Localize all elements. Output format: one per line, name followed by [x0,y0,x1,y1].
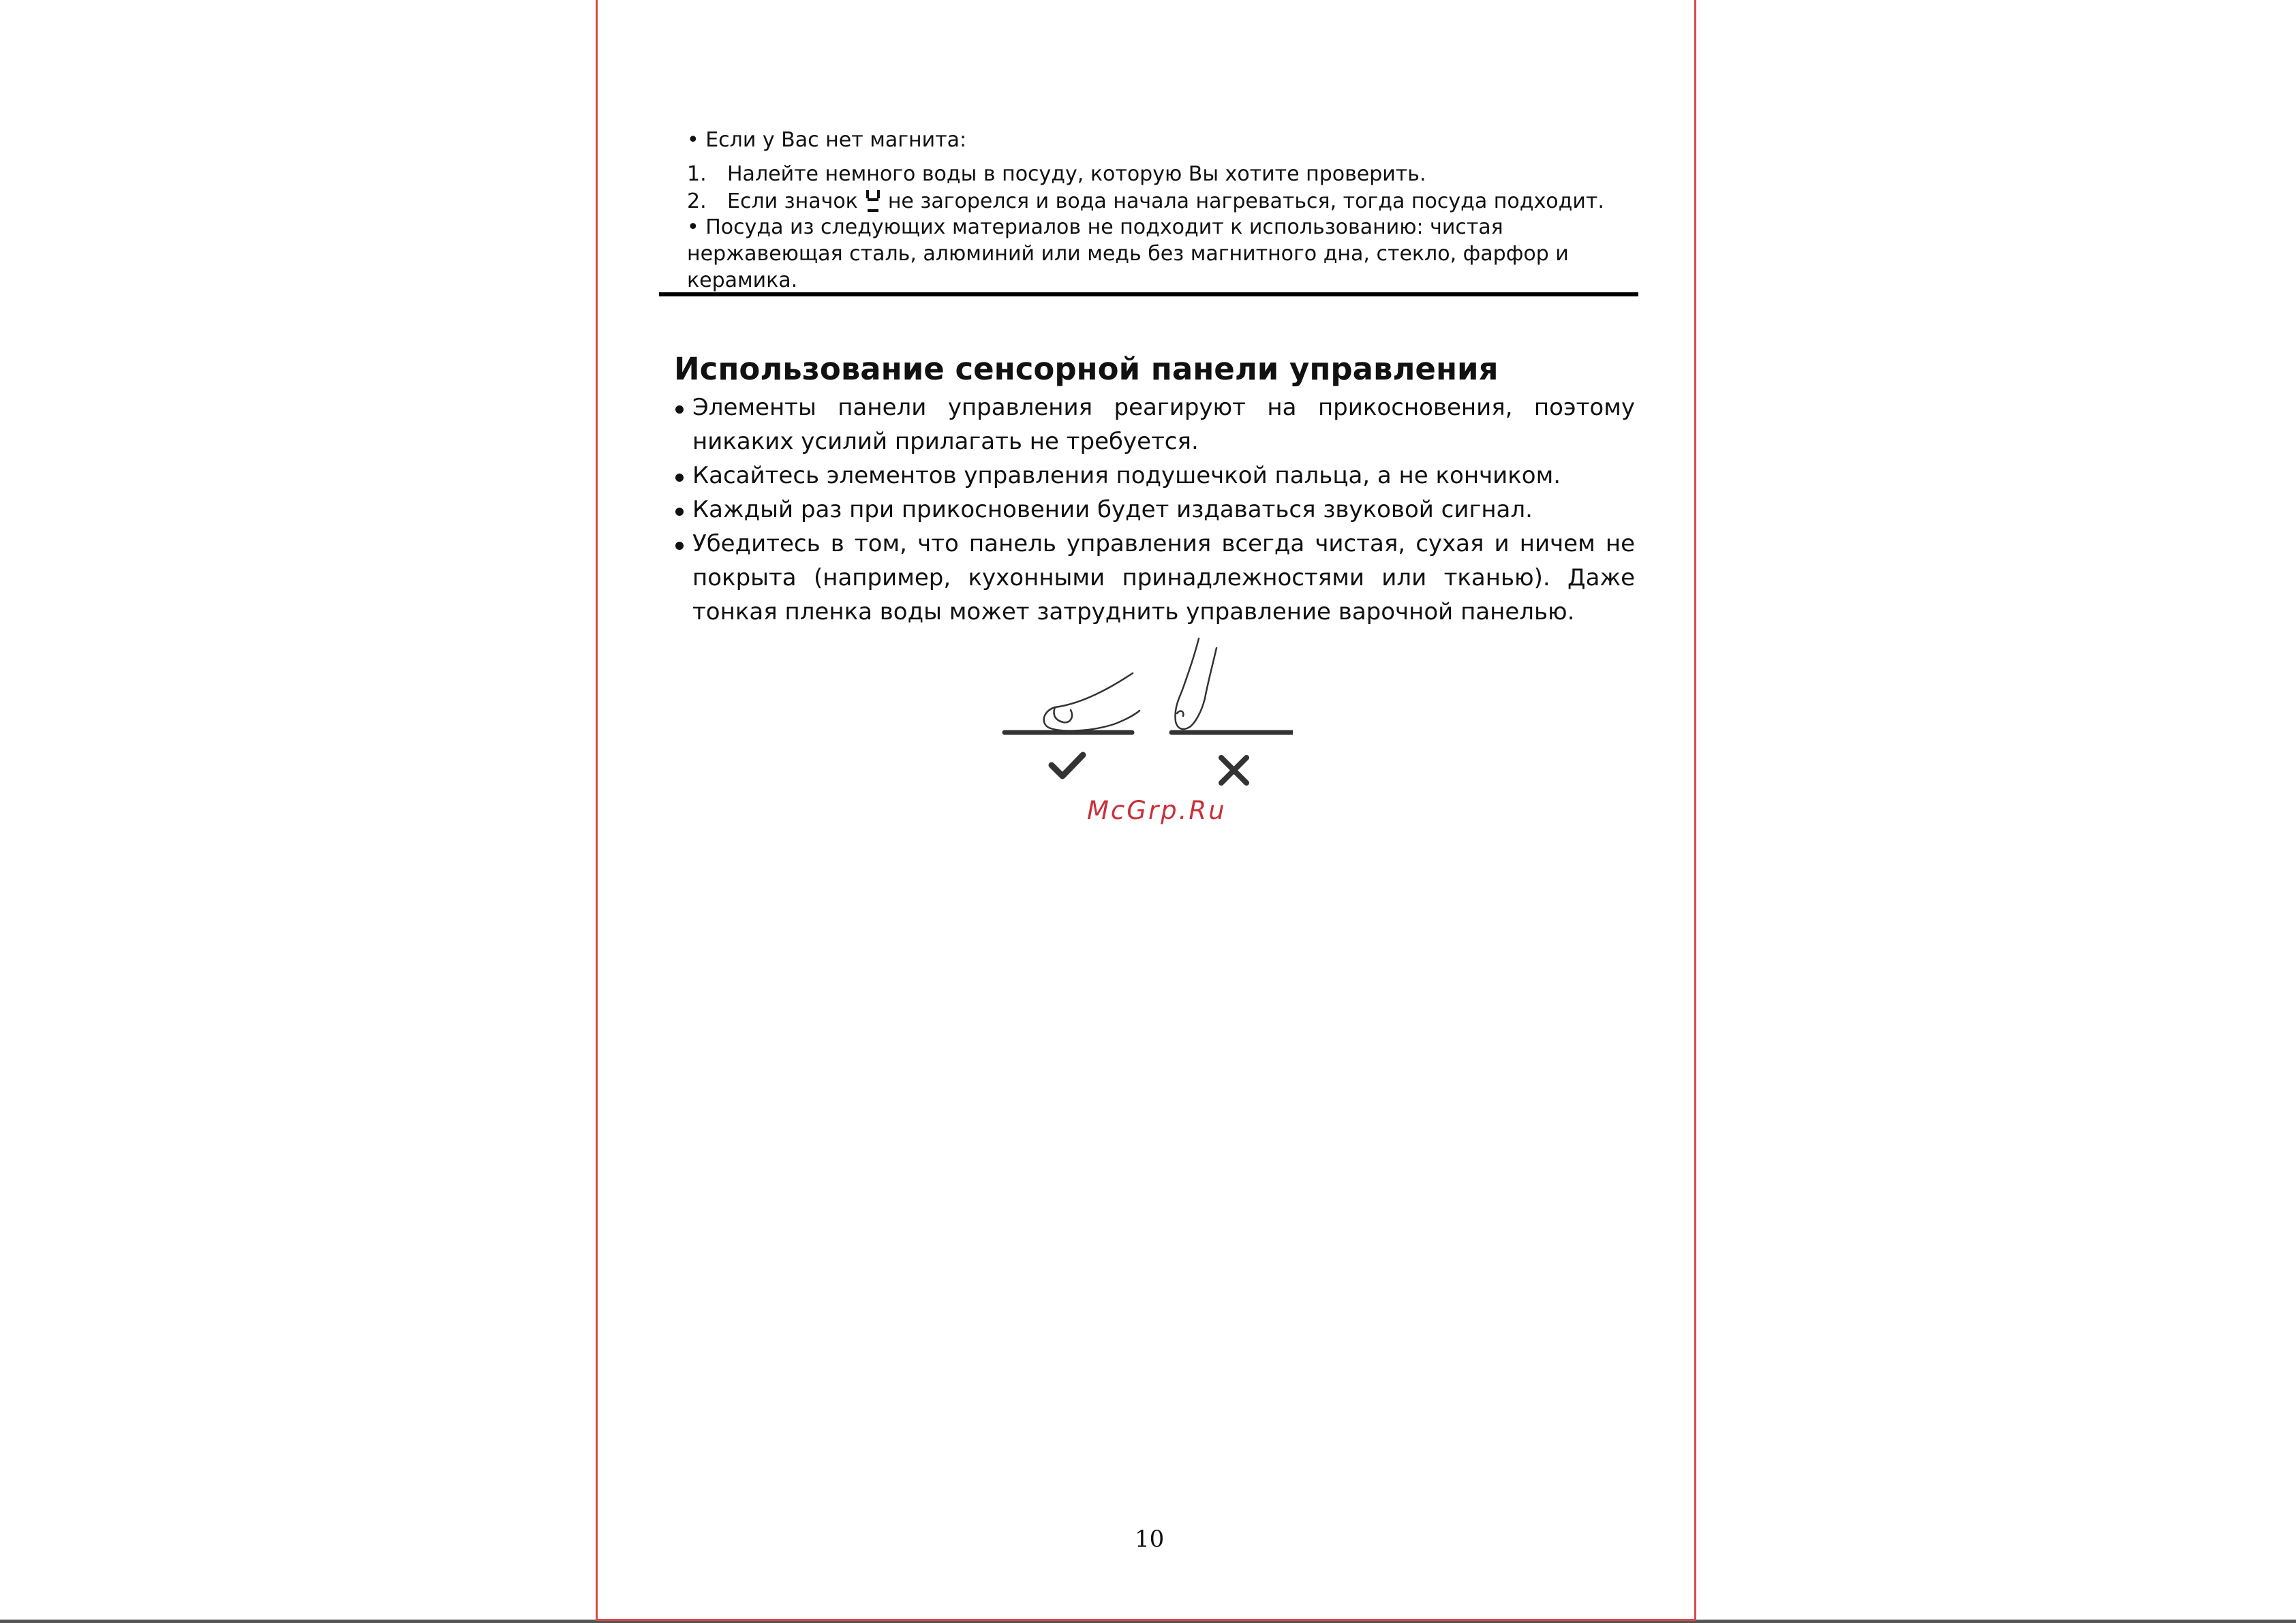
tip-item: Касайтесь элементов управления подушечкой пальца, а не кончиком. [674,459,1635,493]
step-2-text-before: Если значок [727,189,858,213]
check-icon [1052,755,1083,776]
touch-technique-illustration [986,630,1293,797]
cross-icon [1221,758,1246,783]
document-page [596,0,1696,1621]
magnet-note-intro: • Если у Вас нет магнита: [687,128,967,152]
touch-panel-tips [674,390,1635,629]
finger-tip-drawing [1175,638,1216,729]
section-divider [659,292,1638,296]
unsuitable-line-2: нержавеющая сталь, алюминий или медь без магнитного дна, стекло, фарфор и [687,242,1569,266]
step-1-text: Налейте немного воды в посуду, которую Вы хотите проверить. [727,162,1426,186]
magnet-step-1 [687,161,1426,187]
step-1-number: 1. [687,162,707,186]
tip-item: Каждый раз при прикосновении будет издаваться звуковой сигнал. [674,493,1635,527]
unsuitable-line-3: керамика. [687,268,798,292]
finger-pad-drawing [1044,673,1139,731]
page-number: 10 [1135,1526,1165,1553]
section-title: Использование сенсорной панели управления [674,351,1499,387]
watermark: McGrp.Ru [1087,796,1227,825]
finger-illustration [986,630,1293,794]
step-2-text-after: не загорелся и вода начала нагреваться, тогда посуда подходит. [887,189,1604,213]
step-2-number: 2. [687,189,707,213]
tip-item: Убедитесь в том, что панель управления всегда чистая, сухая и ничем не покрыта (например, кухонными принадлежностями или тканью). Даже тонкая пленка воды может затруднить управление варочной панелью. [674,527,1635,629]
tip-item: Элементы панели управления реагируют на прикосновения, поэтому никаких усилий прилагать не требуется. [674,390,1635,459]
unsuitable-line-1: • Посуда из следующих материалов не подходит к использованию: чистая [687,215,1503,239]
